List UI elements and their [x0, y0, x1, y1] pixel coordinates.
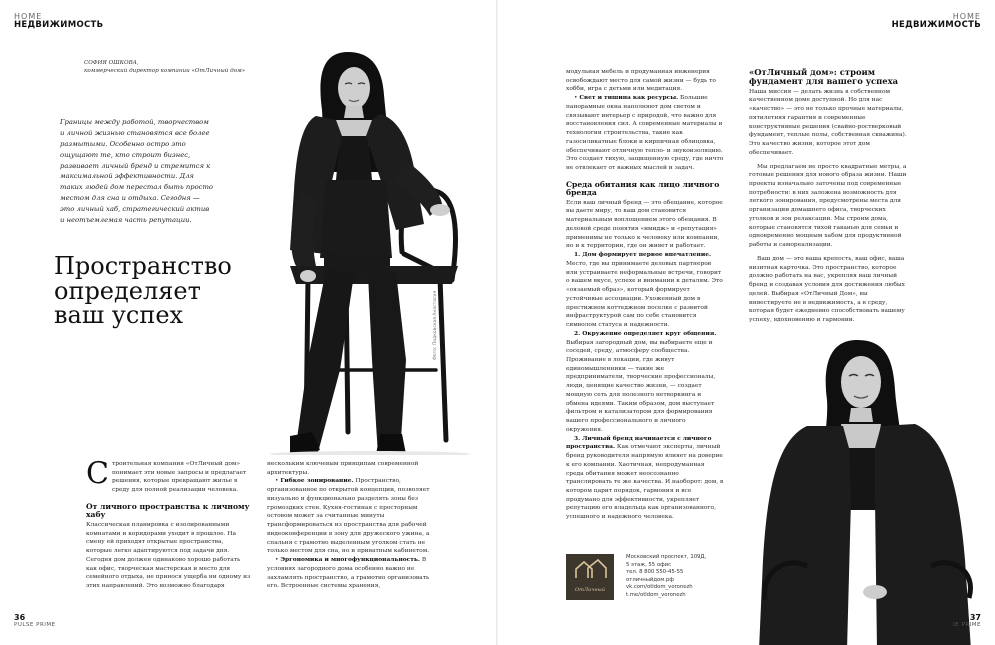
point-title: 2. Окружение определяет круг общения.: [574, 329, 717, 337]
byline-role: коммерческий директор компании «ОтЛичный дом»: [84, 67, 246, 74]
contact-line: Московский проспект, 109Д,: [626, 554, 707, 560]
text-column-3: [566, 68, 724, 522]
bullet-title: Гибкое зонирование.: [280, 477, 354, 485]
subheading: Среда обитания как лицо личного бренда: [566, 179, 720, 197]
point-title: 3. Личный бренд начинается с личного пространства.: [566, 434, 712, 451]
left-page: [0, 0, 497, 645]
point-text: Выбирая загородный дом, вы выбираете еще и соседей, среду, атмосферу сообщества. Проживание в локации, где живут единомышленники — такие же предприниматели, творческие профессионалы, люди, ценящие качество жизни, — создает мощную сеть для полезного нетворкинга и обмена идеями. Таким образом, дом выступает фильтром и катализатором для формирования вашего профессионального и личного окружения.: [566, 339, 716, 433]
section-header-left: [14, 12, 103, 31]
drop-cap: С: [86, 456, 109, 491]
photo-credit: Фото: Подковская Анастасия: [433, 290, 438, 360]
section-kicker: HOME: [14, 12, 43, 21]
point-title: 1. Дом формирует первое впечатление.: [574, 251, 712, 259]
contact-line: t.me/otldom_voronezh: [626, 591, 686, 598]
body-paragraph: Ваш дом — это ваша крепость, ваш офис, ваша визитная карточка. Это пространство, которое должно работать на вас, укрепляя ваш личный бренд и создавая условия для достижения любых целей. Выбирая «ОтЛичный Дом», вы инвестируете не в недвижимость, а в среду, которая будет ежедневно способствовать вашему успеху, вдохновению и гармонии.: [749, 255, 905, 323]
bullet-text: В условиях загородного дома особенно важно не захламлять пространство, а грамотно организовать его. Встроенные системы хранения,: [267, 557, 430, 590]
byline: [84, 60, 245, 75]
body-paragraph: Мы предлагаем не просто квадратные метры, а готовые решения для нового образа жизни. Наши проекты изначально заточены под современные потребности: в них заложена возможность для легкого зонирования, предусмотрены места для организации домашнего офиса, творческих уголков и зон релаксации. Мы строим дома, которые становятся тихой гаванью для семьи и одновременно мощным хабом для продуктивной работы и самореализации.: [749, 163, 907, 249]
contact-details: [626, 554, 706, 599]
headline-line: Пространство: [54, 252, 232, 280]
folio-left: [14, 613, 56, 628]
point-text: Место, где вы принимаете деловых партнеров или устраиваете неформальные встречи, говорит о вашем вкусе, успехе и внимании к деталям. Это «оязаемый образ», который формирует устойчивые ассоциации. Ухоженный дом в престижном коттеджном поселке с развитой инфраструктурой сам по себе становится символом статуса и надежности.: [566, 260, 723, 329]
subheading: От личного пространства к личному хабу: [86, 501, 250, 519]
company-logo: [566, 554, 614, 600]
subheading: «ОтЛичный дом»: строим фундамент для вашего успеха: [749, 67, 899, 86]
body-paragraph: модульная мебель и продуманная инженерия освобождают место для самой жизни — будь то хобби, игра с детьми или медитация.: [566, 69, 716, 93]
section-name: НЕДВИЖИМОСТЬ: [891, 20, 981, 31]
page-number: 37: [969, 613, 981, 622]
house-icon: [566, 554, 614, 586]
bullet-title: Свет и тишина как ресурсы.: [579, 94, 679, 102]
contact-block: [566, 554, 716, 604]
portrait-photo-small: [747, 330, 987, 645]
bullet-marker: •: [574, 95, 580, 102]
headline-line: ваш успех: [54, 301, 184, 330]
text-column-4: [749, 68, 909, 325]
point-text: Как отмечают эксперты, личный бренд руководителя напрямую влияет на доверие к его компании. Хаотичная, непродуманная среда обитания может неосознанно транслировать те же качества. И наоборот: дом, в котором царит порядок, гармония и все продумано для эффективности, укрепляет репутацию его владельца как организованного, успешного и надежного человека.: [566, 444, 724, 521]
bullet-title: Эргономика и многофункциональность.: [280, 556, 420, 564]
byline-name: СОФИЯ ОШКОВА,: [84, 60, 139, 66]
contact-line: 5 этаж, 55 офис: [626, 561, 671, 568]
portrait-photo: [140, 40, 480, 455]
text-column-1: [86, 456, 251, 591]
contact-line: отличныйдом.рф: [626, 576, 674, 583]
section-header-right: [892, 12, 981, 31]
logo-text: ОтЛичный: [575, 587, 605, 593]
body-paragraph: нескольким ключевым принципам современной архитектуры.: [267, 461, 419, 476]
lead-paragraph: Границы между работой, творчеством и личной жизнью становятся все более размытыми. Особенно остро это ощущают те, кто строит бизнес, развивает личный бренд и стремится к максимальной эффективности. Для таких людей дом перестал быть просто местом для сна и отдыха. Сегодня — это личный хаб, стратегический актив и неотъемлемая часть репутации.: [60, 118, 214, 224]
body-paragraph: Классическая планировка с изолированными комнатами и коридорами уходит в прошлое. На смену ей приходят открытые пространства, которые легко адаптируются под задачи дня. Сегодня дом должен одинаково хорошо работать как офис, творческая мастерская и место для семейного отдыха, не принося ущерба ни одному из этих направлений. Это возможно благодаря: [86, 521, 251, 590]
section-kicker: HOME: [952, 12, 981, 21]
right-page: [497, 0, 995, 645]
bullet-text: Большие панорамные окна наполняют дом светом и связывают интерьер с природой, что важно для восстановления сил. А современные материалы и технологии строительства, такие как газосиликатные блоки и кирпичная облицовка, обеспечивают отличную тепло- и звукоизоляцию. Это создает тихую, защищенную среду, где ничто не отвлекает от важных мыслей и задач.: [566, 95, 724, 172]
body-paragraph: Если ваш личный бренд — это обещание, которое вы даете миру, то ваш дом становится материальным воплощением этого обещания. В деловой среде понятия «имидж» и «репутация» применимы не только к человеку или компании, но и к территории, где он живет и работает.: [566, 199, 723, 250]
bullet-marker: •: [275, 557, 281, 564]
section-name: НЕДВИЖИМОСТЬ: [14, 20, 104, 31]
contact-line: тел. 8 800 550-45-55: [626, 569, 684, 576]
magazine-name: IE PRIME: [953, 622, 981, 628]
headline-line: определяет: [54, 276, 201, 305]
body-paragraph: Наша миссия — делать жизнь в собственном качественном доме доступной. Но для нас «качество» — это не только прочные материалы, пятилетняя гарантия и современные конструктивные решения (свайно-ростверковый фундамент, теплые полы, собственная скважина). Это качество жизни, которое этот дом обеспечивает.: [749, 88, 907, 156]
intro-text: троительная компания «ОтЛичный дом» понимает эти новые запросы и предлагает решения, которые превращают жилье в среду для полной реализации человека.: [111, 461, 247, 494]
magazine-name: PULSE PRIME: [14, 622, 56, 628]
page-number: 36: [14, 613, 26, 622]
bullet-marker: •: [275, 478, 281, 485]
folio-right: [953, 613, 981, 628]
article-headline: [54, 254, 274, 328]
bullet-text: Пространство, организованное по открытой концепции, позволяет визуально и функционально разделять зоны без громоздких стен. Кухня-гостиная с просторным остовом может за считанные минуты трансформироваться из пространства для рабочей видеоконференции в зону для дружеского ужина, а спальня с грамотно выделенным уголком стать не только местом для сна, но и приватным кабинетом.: [267, 478, 430, 555]
contact-line: vk.com/otldom_voronezh: [626, 584, 693, 591]
text-column-2: [267, 460, 442, 591]
